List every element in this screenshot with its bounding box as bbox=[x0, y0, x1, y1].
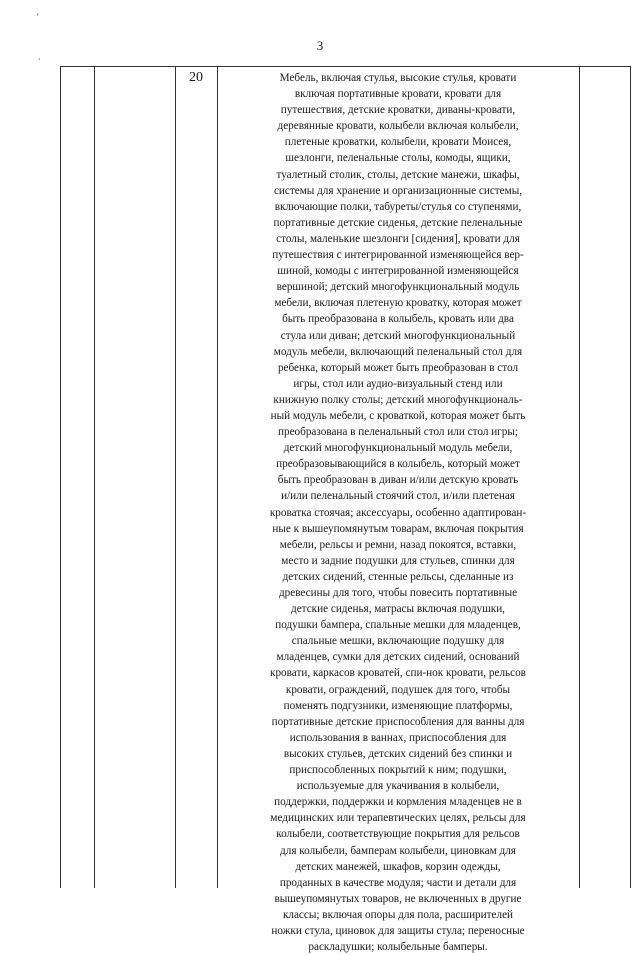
class-number-cell: 20 bbox=[189, 70, 203, 85]
goods-description-line: медицинских или терапевтических целях, рельсы для bbox=[270, 812, 526, 825]
goods-description-line: книжную полку столы; детский многофункциональ- bbox=[273, 393, 523, 406]
column-divider bbox=[579, 66, 580, 888]
goods-description-line: кровати, каркасов кроватей, спи-нок кровати, рельсов bbox=[270, 667, 526, 680]
goods-description-line: и/или пеленальный стоячий стол, и/или плетеная bbox=[281, 490, 515, 503]
goods-description-line: быть преобразован в диван и/или детскую кровать bbox=[277, 474, 519, 487]
goods-description-cell bbox=[220, 70, 576, 955]
goods-description-line: включая портативные кровати, кровати для bbox=[294, 88, 502, 101]
goods-description-line: приспособленных покрытий к ним; подушки, bbox=[289, 764, 507, 777]
goods-description-line: ные к вышеупомянутым товарам, включая покрытия bbox=[272, 522, 524, 535]
goods-description-line: детских сидений, стенные рельсы, сделанные из bbox=[282, 570, 514, 583]
goods-description-line: вышеупомянутых товаров, не включенных в другие bbox=[274, 892, 522, 905]
goods-description-line: младенцев, сумки для детских сидений, оснований bbox=[276, 651, 520, 664]
goods-description-line: поддержки, поддержки и кормления младенцев не в bbox=[274, 796, 522, 809]
goods-description-line: место и задние подушки для стульев, спинки для bbox=[281, 554, 515, 567]
goods-description-line: подушки бампера, спальные мешки для младенцев, bbox=[275, 619, 521, 632]
goods-description-line: ножки стула, циновок для защиты стула; переносные bbox=[271, 924, 525, 937]
column-divider bbox=[60, 66, 61, 888]
goods-description-line: колыбели, соответствующие покрытия для рельсов bbox=[276, 828, 520, 841]
goods-description-line: шиной, комоды с интегрированной изменяющейся bbox=[277, 265, 519, 278]
goods-description-line: ребенка, который может быть преобразован в стол bbox=[277, 361, 519, 374]
goods-description-line: вершиной; детский многофункциональный модуль bbox=[276, 281, 520, 294]
goods-description-line: для колыбели, бамперам колыбели, циновкам для bbox=[280, 844, 516, 857]
goods-description-line: туалетный столик, столы, детские манежи, шкафы, bbox=[276, 168, 520, 181]
goods-description-line: столы, маленькие шезлонги [сидения], кровати для bbox=[276, 232, 520, 245]
goods-description-line: мебели, рельсы и ремни, назад покоятся, вставки, bbox=[279, 538, 517, 551]
scan-speck: · bbox=[38, 54, 41, 64]
goods-description-line: использования в ваннах, приспособления для bbox=[289, 731, 507, 744]
goods-description-line: путешествия, детские кроватки, диваны-кровати, bbox=[280, 104, 516, 117]
goods-description-line: кроватка стоячая; аксессуары, особенно адаптирован- bbox=[269, 506, 527, 519]
column-divider bbox=[175, 66, 176, 888]
goods-description-line: путешествия с интегрированной изменяющейся вер- bbox=[272, 249, 524, 262]
goods-description-line: игры, стол или аудио-визуальный стенд или bbox=[293, 377, 503, 390]
column-divider bbox=[94, 66, 95, 888]
goods-description-line: поменять подгузники, изменяющие платформы, bbox=[283, 699, 513, 712]
goods-description-line: кровати, ограждений, подушек для того, чтобы bbox=[285, 683, 511, 696]
goods-description-line: мебели, включая плетеную кроватку, которая может bbox=[274, 297, 522, 310]
goods-description-line: преобразовывающийся в колыбель, который может bbox=[276, 458, 520, 471]
goods-description-line: модуль мебели, включающий пеленальный стол для bbox=[273, 345, 523, 358]
goods-description-line: Мебель, включая стулья, высокие стулья, кровати bbox=[279, 72, 517, 84]
goods-description-line: используемые для укачивания в колыбели, bbox=[296, 780, 500, 793]
goods-description-line: плетеные кроватки, колыбели, кровати Моисея, bbox=[284, 136, 512, 149]
goods-description-line: портативные детские сиденья, детские пеленальные bbox=[273, 216, 523, 229]
goods-description-line: классы; включая опоры для пола, расширителей bbox=[282, 908, 514, 921]
scan-speck: ’ bbox=[36, 12, 39, 22]
goods-description-line: раскладушки; колыбельные бамперы. bbox=[308, 941, 488, 954]
goods-description-line: преобразована в пеленальный стол или стол игры; bbox=[277, 426, 518, 439]
goods-description-line: спальные мешки, включающие подушку для bbox=[291, 635, 505, 648]
goods-description-line: проданных в качестве модуля; части и детали для bbox=[279, 876, 517, 889]
goods-description-line: деревянные кровати, колыбели включая колыбели, bbox=[277, 120, 519, 133]
goods-description-line: древесины для того, чтобы повесить портативные bbox=[278, 587, 518, 599]
goods-description-line: шезлонги, пеленальные столы, комоды, ящики, bbox=[285, 152, 511, 165]
goods-description-line: детские сиденья, матрасы включая подушки, bbox=[291, 603, 505, 616]
goods-description-line: высоких стульев, детских сидений без спинки и bbox=[283, 747, 513, 760]
table-top-border bbox=[60, 66, 631, 67]
goods-description-line: детский многофункциональный модуль мебели, bbox=[283, 442, 513, 455]
goods-description-line: портативные детские приспособления для ванны для bbox=[271, 715, 525, 728]
page-number: 3 bbox=[316, 38, 324, 53]
column-divider bbox=[630, 66, 631, 888]
goods-description-line: ный модуль мебели, с кроваткой, которая может быть bbox=[270, 409, 526, 422]
goods-description-line: системы для хранение и организационные системы, bbox=[273, 184, 523, 197]
goods-description-line: включающие полки, табуреты/стулья со ступенями, bbox=[274, 200, 522, 213]
goods-description-line: детских манежей, шкафов, корзин одежды, bbox=[295, 860, 501, 873]
goods-table bbox=[60, 66, 631, 954]
goods-description-line: стула или диван; детский многофункциональный bbox=[280, 329, 516, 342]
column-divider bbox=[217, 66, 218, 888]
goods-description-line: быть преобразована в колыбель, кровать или два bbox=[282, 313, 514, 326]
